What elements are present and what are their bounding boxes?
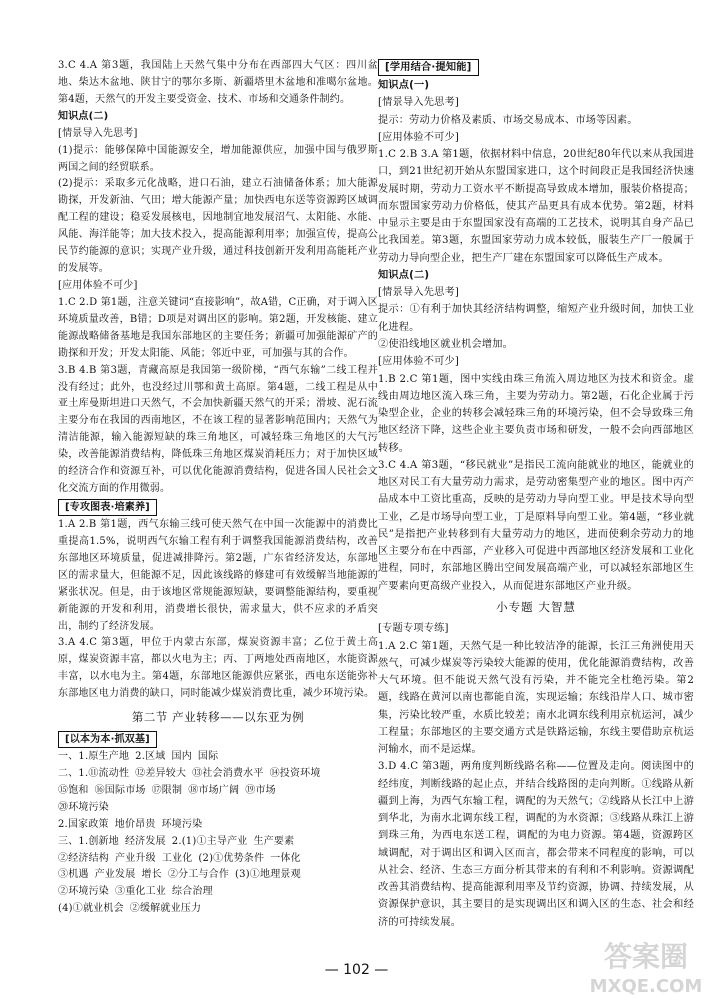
answer-paragraph: (2)提示：采取多元化战略，进口石油，建立石油储备体系；加大能源勘探，开发新油、气田；增大能源产量；加快西电东送等资源跨区域调配工程的建设；稳妥发展核电，因地制宜地发展沼气、太阳能、水能、风能、海洋能等；加大技术投入，提高能源利用率；加强宣传，提高公民节约能源的意识；实现产业升级，通过科技创新开发利用高能耗产业的发展等。 <box>58 178 378 275</box>
watermark-logo-icon <box>586 930 706 1002</box>
answer-paragraph: 1.A 2.C 第1题，天然气是一种比较洁净的能源，长江三角洲使用天然气，可减少煤炭等污染较大能源的使用，优化能源消费结构，改善大气环境。但不能说天然气没有污染，并不能完全杜绝污染。第2题，线路在黄河以南也都能自流，实现运输；东线沿岸人口、城市密集，污染比较严重，水质比较差；南水北调东线利用京杭运河，减少工程量；东部地区的主要交通方式是铁路运输，东线主要借助京杭运河输水，而不是运煤。 <box>378 640 694 756</box>
right-column <box>378 58 694 931</box>
subsection-label: [情景导入先思考] <box>378 287 460 299</box>
fill-line: ③机遇 产业发展 增长 ②分工与合作 (3)①地理景观 <box>58 869 301 881</box>
answer-paragraph: 3.D 4.C 第3题，两角度判断线路名称——位置及走向。阅读图中的经纬度，判断线路的起止点，并结合线路图的走向判断。①线路从新疆到上海，为西气东输工程，调配的为天然气；②线路从长江中上游到华北，为南水北调东线工程，调配的为水资源；③线路从珠江上游到珠三角，为西电东送工程，调配的为电力资源。第4题，资源跨区域调配，对于调出区和调入区而言，都会带来不同程度的影响，可以从社会、经济、生态三方面分析其带来的有利和不利影响。资源调配改善其消费结构、提高能源利用率及节约资源，协调、持续发展，从资源保护意识，其主要目的是实现调出区和调入区的生态、社会和经济的可持续发展。 <box>378 761 694 928</box>
answer-paragraph: 1.C 2.D 第1题，注意关键词“直接影响”，故A错，C正确，对于调入区环境质量改善，B错；D项是对调出区的影响。第2题，开发核能、建立能源战略储备基地是我国东部地区的主要任务；新疆可加强能源矿产的勘探和开发；开发太阳能、风能；邻近中亚，可加强与其的合作。 <box>58 296 378 359</box>
answer-paragraph: 3.B 4.B 第3题，青藏高原是我国第一级阶梯，“西气东输”二线工程并没有经过；此外，也没经过川鄂和黄土高原。第4题，二线工程是从中亚土库曼斯坦进口天然气，不会加快新疆天然气的开采；滑坡、泥石流主要分布在我国的西南地区，不在该工程的显著影响范围内；天然气为清洁能源，输入能源短缺的珠三角地区，可减轻珠三角地区的大气污染，改善能源消费结构，降低珠三角地区煤炭消耗压力；对于加快区域的经济合作和资源互补，可以优化能源消费结构，促进各国人民社会文化交流方面的作用微弱。 <box>58 364 378 495</box>
fill-line: ②经济结构 产业升级 工业化 (2)①优势条件 一体化 <box>58 852 301 864</box>
knowledge-point-heading: 知识点(二) <box>378 269 430 281</box>
subsection-label: [情景导入先思考] <box>378 97 460 109</box>
subsection-label: [应用体验不可少] <box>378 131 460 143</box>
answer-paragraph: (1)提示：能够保障中国能源安全，增加能源供应，加强中国与俄罗斯两国之间的经贸联系。 <box>58 144 378 173</box>
fill-line: 三、1.创新地 经济发展 2.(1)①主导产业 生产要素 <box>58 835 295 847</box>
left-column <box>58 58 378 918</box>
knowledge-point-heading: 知识点(二) <box>58 110 109 122</box>
answer-paragraph: ②使沿线地区就业机会增加。 <box>378 338 514 350</box>
knowledge-point-heading: 知识点(一) <box>378 80 430 91</box>
watermark-text: 答案圈 <box>603 940 689 973</box>
answer-paragraph: 3.C 4.A 第3题，我国陆上天然气集中分布在西部四大气区：四川盆地、柴达木盆地、陕甘宁的鄂尔多斯、新疆塔里木盆地和准噶尔盆地。第4题，天然气的开发主要受资金、技术、市场和交通条件制约。 <box>58 60 378 105</box>
subsection-label: [专题专项专练] <box>378 623 449 635</box>
fill-line: 2.国家政策 地价昂贵 环境污染 <box>58 818 203 830</box>
answer-paragraph: 提示：①有利于加快其经济结构调整，缩短产业升级时间，加快工业化进程。 <box>378 304 694 333</box>
section-box-heading: [学用结合·提知能] <box>378 59 479 76</box>
fill-line: ⑳环境污染 <box>58 801 109 813</box>
answer-paragraph: 1.A 2.B 第1题，西气东输三线可使天然气在中国一次能源中的消费比重提高1.5%，说明西气东输工程有利于调整我国能源消费结构，改善东部地区环境质量，促进减排降污。第2题，广东省经济发达，东部地区的需求量大，但能源不足，因此该线路的修建可有效缓解当地能源的紧张状况。但是，由于该地区常规能源短缺，要调整能源结构，要重视新能源的开发和利用，消费增长很快，需求量大，供不应求的矛盾突出，制约了经济发展。 <box>58 518 378 632</box>
answer-paragraph: 1.C 2.B 3.A 第1题，依据材料中信息，20世纪80年代以来从我国进口，到21世纪初开始从东盟国家进口，这个时间段正是我国经济快速发展时期，劳动力工资水平不断提高导致成本增加，服装价格提高；而东盟国家劳动力价格低，使其产品更具有成本优势。第2题，材料中显示主要是由于东盟国家没有高端的工艺技术，说明其自身产品已比我国差。第3题，东盟国家劳动力成本较低，服装生产厂一般属于劳动力导向型企业，把生产厂建在东盟国家可以降低生产成本。 <box>378 149 694 264</box>
fill-line: ⑮饱和 ⑯国际市场 ⑰限制 ⑱市场广阔 ⑲市场 <box>58 784 276 796</box>
answer-paragraph: 1.B 2.C 第1题，图中实线由珠三角流入周边地区为技术和资金。虚线由周边地区流入珠三角，主要为劳动力。第2题，石化企业属于污染型企业，企业的转移会减轻珠三角的环境污染，但不会导致珠三角地区经济下降，这些企业主要负责市场和研发，一般不会向西部地区转移。 <box>378 373 694 454</box>
answer-paragraph: 3.A 4.C 第3题，甲位于内蒙古东部，煤炭资源丰富；乙位于黄土高原，煤炭资源丰富，都以火电为主；丙、丁两地处西南地区，水能资源丰富，以水电为主。第4题，东部地区能源供应紧张，西电东送能弥补东部地区电力消费的缺口，同时能减少煤炭消费比重，减少环境污染。 <box>58 637 378 700</box>
fill-line: 一、1.原生产地 2.区域 国内 国际 <box>58 751 219 763</box>
answer-paragraph: 3.C 4.A 第3题，“移民就业”是指民工流向能就业的地区，能就业的地区对民工有大量劳动力需求，是劳动密集型产业的地区。图中丙产品成本中工资比重高，反映的是劳动力导向型工业。甲是技术导向型工业，乙是市场导向型工业，丁是原料导向型工业。第4题，“移业就民”是指把产业转移到有大量劳动力的地区，进而使剩余劳动力的地区主要分布在中西部，产业移入可促进中西部地区经济发展和工业化进程，同时，东部地区腾出空间发展高端产业，可以减轻东部地区生产要素向更高级产业投入，从而促进东部地区产业升级。 <box>378 459 694 592</box>
watermark-url: MXQE.COM <box>589 976 703 997</box>
fill-line: ②环境污染 ③重化工业 综合治理 <box>58 886 213 898</box>
section-title: 第二节 产业转移——以东亚为例 <box>131 710 305 725</box>
page-number: — 102 — <box>324 962 389 978</box>
answer-paragraph: 提示：劳动力价格及素质、市场交易成本、市场等因素。 <box>378 114 638 126</box>
fill-line: (4)①就业机会 ②缓解就业压力 <box>58 903 202 915</box>
subsection-label: [应用体验不可少] <box>378 356 460 368</box>
section-box-heading: [专攻图表·培素养] <box>58 499 157 516</box>
subsection-label: [情景导入先思考] <box>58 127 138 139</box>
section-box-heading: [以本为本·抓双基] <box>58 731 157 748</box>
section-title: 小专题 大智慧 <box>496 599 576 614</box>
subsection-label: [应用体验不可少] <box>58 279 138 291</box>
fill-line: 二、1.⑪流动性 ⑫差异较大 ⑬社会消费水平 ⑭投资环境 <box>58 767 321 779</box>
